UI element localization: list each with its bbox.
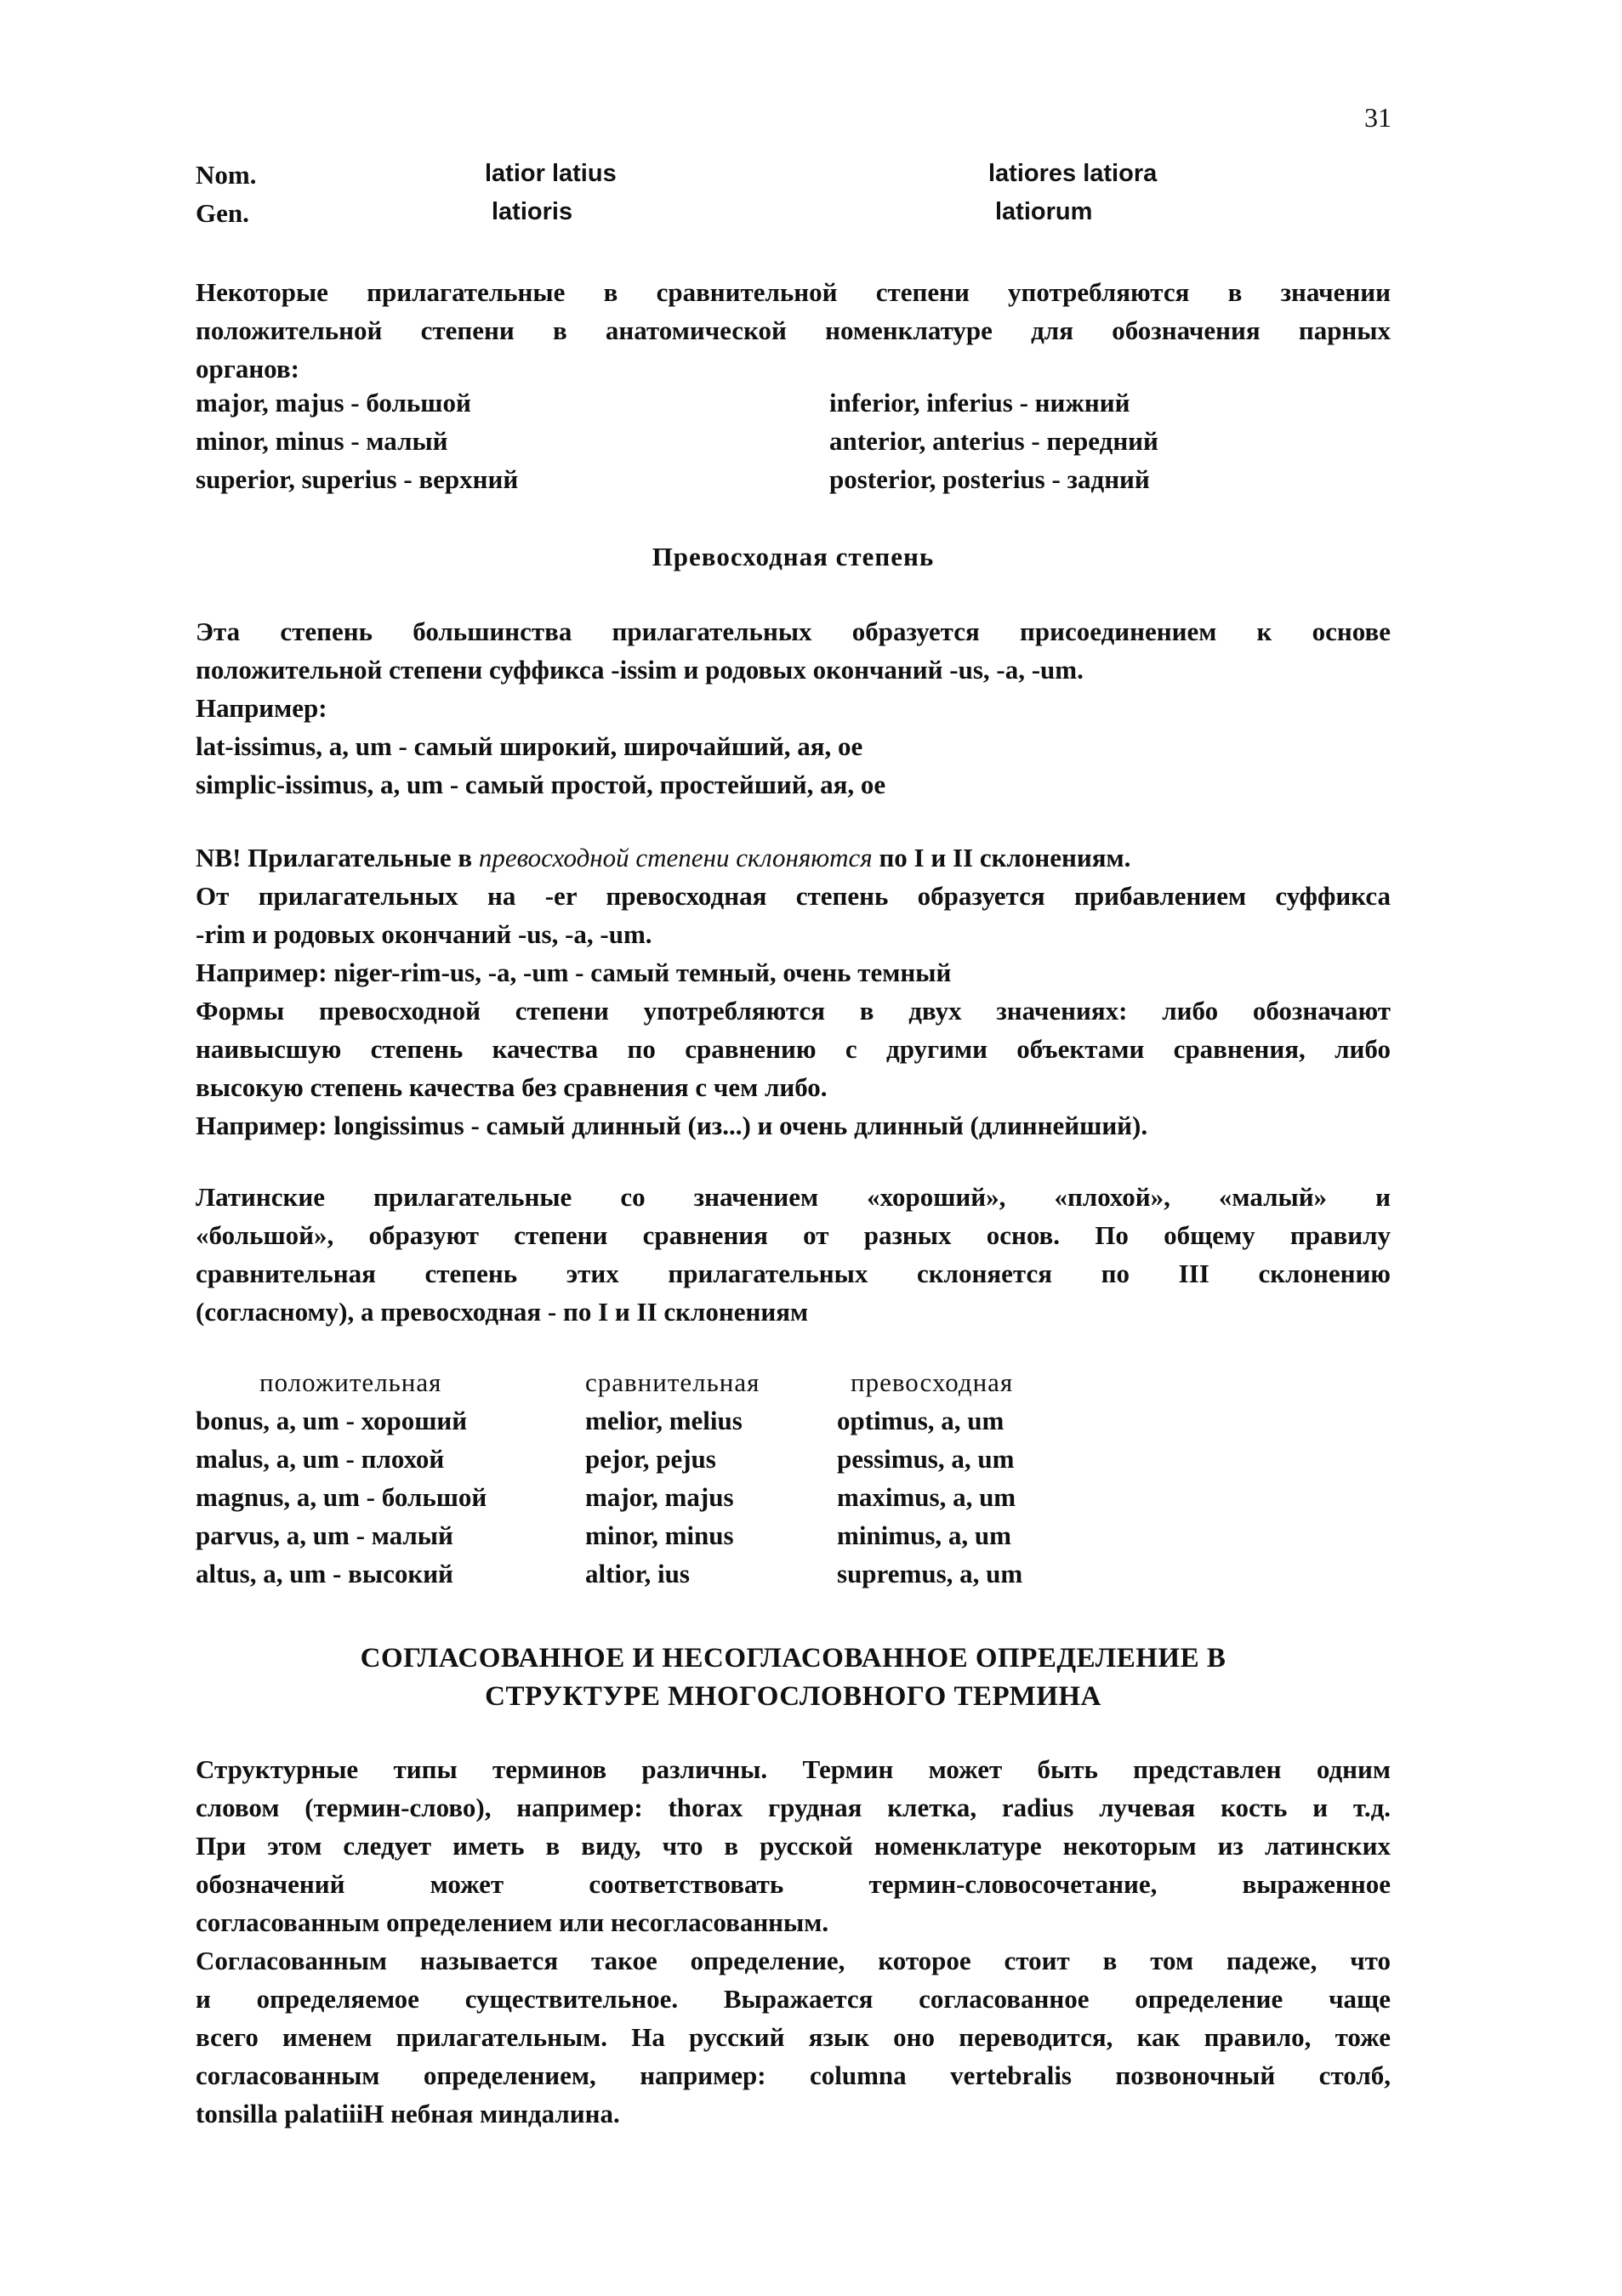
text-line: simplic-issimus, a, um - самый простой, простейший, ая, ое: [196, 770, 886, 799]
case-label: Gen.: [196, 198, 249, 228]
cell-comparative: pejor, pejus: [585, 1444, 716, 1474]
text-line: Некоторые прилагательные в сравнительной степени употребляются в значении: [196, 277, 1391, 307]
text-line: Латинские прилагательные со значением «хороший», «плохой», «малый» и: [196, 1182, 1391, 1212]
paired-right: anterior, anterius - передний: [829, 426, 1158, 456]
paired-row: [196, 426, 1391, 464]
degrees-table-row: [196, 1520, 1391, 1559]
text-line: всего именем прилагательным. На русский язык оно переводится, как правило, тоже: [196, 2022, 1391, 2052]
cell-positive: parvus, a, um - малый: [196, 1520, 453, 1550]
paired-right: inferior, inferius - нижний: [829, 388, 1130, 418]
cell-comparative: altior, ius: [585, 1559, 690, 1588]
nb-prefix: NB! Прилагательные в: [196, 843, 473, 872]
text-line: сравнительная степень этих прилагательных склоняется по III склонению: [196, 1259, 1391, 1288]
paired-row: [196, 464, 1391, 503]
paired-left: minor, minus - малый: [196, 426, 448, 456]
text-line: высокую степень качества без сравнения с чем либо.: [196, 1072, 828, 1102]
plural-form: latiores latiora: [988, 160, 1158, 187]
cell-superlative: supremus, a, um: [837, 1559, 1023, 1588]
section-heading-superlative: Превосходная степень: [652, 542, 935, 571]
paired-row: [196, 388, 1391, 426]
text-line: Например: longissimus - самый длинный (из...) и очень длинный (длиннейший).: [196, 1111, 1148, 1140]
section-heading-main: [196, 1640, 1391, 1716]
text-line: Например: niger-rim-us, -a, -um - самый темный, очень темный: [196, 958, 952, 987]
text-line: согласованным определением, например: columna vertebralis позвоночный столб,: [196, 2060, 1391, 2090]
cell-positive: altus, a, um - высокий: [196, 1559, 453, 1588]
text-line: (согласному), а превосходная - по I и II склонениям: [196, 1297, 809, 1327]
degrees-table-row: [196, 1482, 1391, 1520]
cell-positive: bonus, a, um - хороший: [196, 1406, 468, 1435]
text-line: словом (термин-слово), например: thorax грудная клетка, radius лучевая кость и т.д.: [196, 1793, 1391, 1822]
text-line: положительной степени в анатомической номенклатуре для обозначения парных: [196, 315, 1391, 345]
cell-positive: magnus, a, um - большой: [196, 1482, 487, 1512]
text-line: Например:: [196, 693, 327, 723]
paired-left: superior, superius - верхний: [196, 464, 519, 494]
degrees-table-row: [196, 1444, 1391, 1482]
declension-row-gen: [196, 198, 1391, 236]
text-line: Согласованным называется такое определение, которое стоит в том падеже, что: [196, 1946, 1391, 1975]
text-line: согласованным определением или несогласованным.: [196, 1907, 829, 1937]
header-superlative: превосходная: [851, 1367, 1014, 1397]
text-line: От прилагательных на -er превосходная степень образуется прибавлением суффикса: [196, 881, 1391, 911]
cell-comparative: major, majus: [585, 1482, 734, 1512]
cell-superlative: optimus, a, um: [837, 1406, 1005, 1435]
singular-form: latior latius: [485, 160, 617, 187]
cell-comparative: melior, melius: [585, 1406, 743, 1435]
paragraph-irregular: [196, 1178, 1391, 1331]
text-line: наивысшую степень качества по сравнению с другими объектами сравнения, либо: [196, 1034, 1391, 1064]
header-positive: положительная: [259, 1367, 442, 1397]
heading-line: СОГЛАСОВАННОЕ И НЕСОГЛАСОВАННОЕ ОПРЕДЕЛЕНИЕ В: [360, 1643, 1226, 1674]
text-line: и определяемое существительное. Выражается согласованное определение чаще: [196, 1984, 1391, 2014]
case-label: Nom.: [196, 160, 257, 190]
text-line: «большой», образуют степени сравнения от разных основ. По общему правилу: [196, 1220, 1391, 1250]
text-line: Эта степень большинства прилагательных образуется присоединением к основе: [196, 617, 1391, 646]
text-line: При этом следует иметь в виду, что в русской номенклатуре некоторым из латинских: [196, 1831, 1391, 1861]
cell-comparative: minor, minus: [585, 1520, 734, 1550]
paragraph-term-types: [196, 1750, 1391, 1941]
paragraph-agreed-attribute: [196, 1941, 1391, 2133]
header-comparative: сравнительная: [585, 1367, 760, 1397]
paired-left: major, majus - большой: [196, 388, 471, 418]
paragraph-er-adjectives: [196, 877, 1391, 1145]
degrees-table-header: [196, 1367, 1391, 1406]
text-line: lat-issimus, a, um - самый широкий, широчайший, ая, ое: [196, 731, 863, 761]
paragraph-paired-organs: [196, 273, 1391, 388]
nb-note: [196, 838, 1391, 877]
singular-form: latioris: [492, 198, 573, 225]
nb-italic: превосходной степени склоняются: [478, 843, 873, 872]
plural-form: latiorum: [995, 198, 1093, 225]
degrees-table-row: [196, 1406, 1391, 1444]
text-line: tonsilla palatiiiН небная миндалина.: [196, 2099, 620, 2128]
declension-row-nom: [196, 160, 1391, 198]
text-line: положительной степени суффикса -issim и родовых окончаний -us, -a, -um.: [196, 655, 1084, 685]
cell-superlative: minimus, a, um: [837, 1520, 1011, 1550]
text-line: -rim и родовых окончаний -us, -a, -um.: [196, 919, 652, 949]
text-line: органов:: [196, 354, 299, 384]
page-content: [196, 0, 1391, 2296]
cell-positive: malus, a, um - плохой: [196, 1444, 445, 1474]
text-line: Структурные типы терминов различны. Термин может быть представлен одним: [196, 1754, 1391, 1784]
text-line: обозначений может соответствовать термин-словосочетание, выраженное: [196, 1869, 1391, 1899]
page-number: 31: [1364, 102, 1392, 133]
text-line: Формы превосходной степени употребляются в двух значениях: либо обозначают: [196, 996, 1391, 1026]
heading-line: СТРУКТУРЕ МНОГОСЛОВНОГО ТЕРМИНА: [485, 1681, 1101, 1712]
paragraph-superlative: [196, 612, 1391, 804]
paired-right: posterior, posterius - задний: [829, 464, 1150, 494]
cell-superlative: maximus, a, um: [837, 1482, 1016, 1512]
nb-suffix: по I и II склонениям.: [879, 843, 1131, 872]
degrees-table-row: [196, 1559, 1391, 1597]
cell-superlative: pessimus, a, um: [837, 1444, 1015, 1474]
